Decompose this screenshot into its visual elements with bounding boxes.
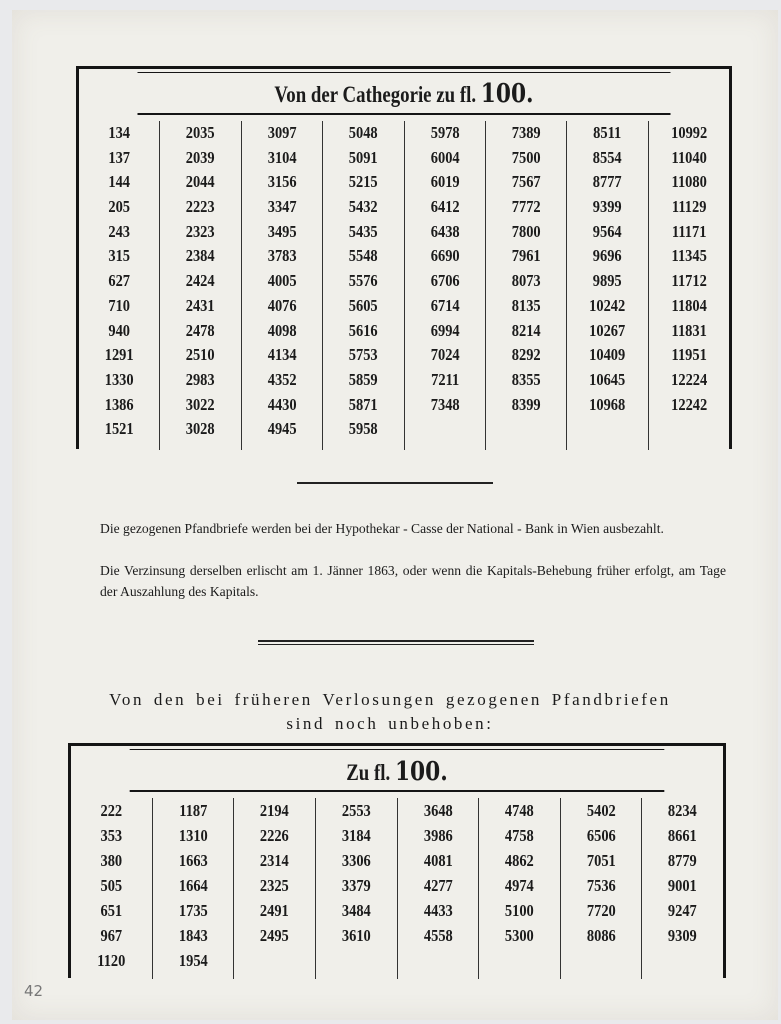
number-cell: 3156 <box>267 172 297 192</box>
table-column <box>79 121 159 450</box>
number-cell: 967 <box>100 926 123 945</box>
number-cell: 3648 <box>423 801 453 820</box>
number-cell: 4352 <box>267 369 297 389</box>
number-cell: 11171 <box>671 221 707 241</box>
number-cell: 5432 <box>348 197 378 217</box>
number-cell: 5091 <box>348 147 378 167</box>
number-cell: 144 <box>108 172 131 192</box>
number-cell: 4076 <box>267 295 297 315</box>
number-cell: 2194 <box>260 801 290 820</box>
number-cell: 2495 <box>260 926 290 945</box>
number-cell: 8399 <box>511 394 541 414</box>
number-cell: 4433 <box>423 901 453 920</box>
number-cell: 4758 <box>504 826 534 845</box>
number-cell: 3022 <box>186 394 216 414</box>
number-cell: 6019 <box>430 172 460 192</box>
number-cell: 7772 <box>511 197 541 217</box>
double-divider-rule <box>258 640 534 645</box>
number-cell: 3306 <box>341 851 371 870</box>
number-cell: 1310 <box>178 826 208 845</box>
number-cell: 8554 <box>592 147 622 167</box>
number-cell: 3347 <box>267 197 297 217</box>
number-cell: 6438 <box>430 221 460 241</box>
number-cell: 8777 <box>592 172 622 192</box>
number-cell: 3028 <box>186 419 216 439</box>
table-heading <box>130 749 665 792</box>
number-cell: 5978 <box>430 123 460 142</box>
number-cell: 4277 <box>423 876 453 895</box>
number-cell: 9001 <box>668 876 698 895</box>
number-cell: 5605 <box>348 295 378 315</box>
number-cell: 6506 <box>586 826 616 845</box>
table-column <box>233 798 315 979</box>
number-cell: 1291 <box>104 345 134 365</box>
number-cell: 12224 <box>670 369 707 389</box>
number-cell: 5548 <box>348 246 378 266</box>
number-cell: 9696 <box>592 246 622 266</box>
number-cell: 8135 <box>511 295 541 315</box>
number-cell: 9247 <box>668 901 698 920</box>
number-cell: 9309 <box>668 926 698 945</box>
number-cell: 7720 <box>586 901 616 920</box>
number-cell: 1521 <box>104 419 134 439</box>
table-heading-amount: 100. <box>480 78 534 109</box>
number-cell: 7536 <box>586 876 616 895</box>
table-heading-text: Zu fl. <box>346 760 391 785</box>
number-cell: 10645 <box>589 369 626 389</box>
table-column <box>485 121 566 450</box>
number-cell: 4134 <box>267 345 297 365</box>
table-category-100 <box>76 66 732 449</box>
number-cell: 505 <box>100 876 123 895</box>
number-cell: 1735 <box>178 901 208 920</box>
number-cell: 3986 <box>423 826 453 845</box>
number-cell: 7389 <box>511 123 541 142</box>
number-cell: 8214 <box>511 320 541 340</box>
notice-paragraph-1: Die gezogenen Pfandbriefe werden bei der Hypothekar - Casse der National - Bank in Wien ausbezahlt. <box>100 521 664 536</box>
number-cell: 1843 <box>178 926 208 945</box>
number-cell: 11345 <box>671 246 707 266</box>
number-cell: 651 <box>100 901 123 920</box>
number-cell: 5402 <box>586 801 616 820</box>
number-cell: 3184 <box>341 826 371 845</box>
section-heading-line-2: sind noch unbehoben: <box>286 714 494 733</box>
number-cell: 9895 <box>592 271 622 291</box>
number-cell: 3379 <box>341 876 371 895</box>
number-cell: 4430 <box>267 394 297 414</box>
number-cell: 11080 <box>671 172 707 192</box>
table-column <box>315 798 397 979</box>
number-cell: 11831 <box>671 320 707 340</box>
number-cell: 8292 <box>511 345 541 365</box>
number-cell: 4005 <box>267 271 297 291</box>
table-column <box>404 121 485 450</box>
table-column <box>566 121 647 450</box>
number-cell: 2044 <box>186 172 216 192</box>
number-cell: 8511 <box>593 123 622 142</box>
number-cell: 8073 <box>511 271 541 291</box>
number-cell: 11129 <box>671 197 707 217</box>
number-cell: 3783 <box>267 246 297 266</box>
number-cell: 2478 <box>186 320 216 340</box>
number-cell: 9564 <box>592 221 622 241</box>
number-cell: 10267 <box>589 320 626 340</box>
number-cell: 11804 <box>671 295 707 315</box>
table-heading-text: Von der Cathegorie zu fl. <box>274 82 477 107</box>
number-cell: 6706 <box>430 271 460 291</box>
number-cell: 5048 <box>348 123 378 142</box>
number-cell: 10992 <box>670 123 707 142</box>
number-cell: 6412 <box>430 197 460 217</box>
number-cell: 8779 <box>668 851 698 870</box>
number-cell: 8086 <box>586 926 616 945</box>
divider-rule <box>297 482 493 484</box>
number-cell: 7024 <box>430 345 460 365</box>
number-cell: 2431 <box>186 295 216 315</box>
number-cell: 11951 <box>671 345 707 365</box>
number-cell: 134 <box>108 123 131 142</box>
number-cell: 2553 <box>341 801 371 820</box>
table-column <box>322 121 403 450</box>
table-column <box>152 798 234 979</box>
number-cell: 7961 <box>511 246 541 266</box>
number-cell: 2510 <box>186 345 216 365</box>
number-cell: 940 <box>108 320 131 340</box>
number-cell: 2035 <box>186 123 216 142</box>
number-cell: 2226 <box>260 826 290 845</box>
number-cell: 8234 <box>668 801 698 820</box>
number-cell: 353 <box>100 826 123 845</box>
number-cell: 2323 <box>186 221 216 241</box>
table-column <box>641 798 723 979</box>
number-cell: 7567 <box>511 172 541 192</box>
number-cell: 4098 <box>267 320 297 340</box>
number-cell: 7500 <box>511 147 541 167</box>
number-cell: 4748 <box>504 801 534 820</box>
number-cell: 7211 <box>430 369 459 389</box>
notice-paragraph-2: Die Verzinsung derselben erlischt am 1. Jänner 1863, oder wenn die Kapitals-Behebung früher erfolgt, am Tage der Auszahlung des Kapitals. <box>100 563 726 599</box>
number-cell: 1663 <box>178 851 208 870</box>
table-column <box>241 121 322 450</box>
number-cell: 710 <box>108 295 131 315</box>
number-cell: 7800 <box>511 221 541 241</box>
number-cell: 9399 <box>592 197 622 217</box>
number-cell: 5871 <box>348 394 378 414</box>
number-cell: 4945 <box>267 419 297 439</box>
number-cell: 2384 <box>186 246 216 266</box>
number-cell: 3610 <box>341 926 371 945</box>
number-cell: 1954 <box>178 951 208 970</box>
number-cell: 205 <box>108 197 131 217</box>
number-cell: 6714 <box>430 295 460 315</box>
number-cell: 627 <box>108 271 131 291</box>
number-cell: 1120 <box>97 951 126 970</box>
number-grid <box>79 115 729 450</box>
number-cell: 2325 <box>260 876 290 895</box>
page-number: 42 <box>24 982 44 1000</box>
number-grid <box>71 792 723 979</box>
number-cell: 4081 <box>423 851 453 870</box>
number-cell: 2983 <box>186 369 216 389</box>
number-cell: 7051 <box>586 851 616 870</box>
number-cell: 243 <box>108 221 131 241</box>
number-cell: 8355 <box>511 369 541 389</box>
number-cell: 2223 <box>186 197 216 217</box>
number-cell: 5100 <box>504 901 534 920</box>
number-cell: 3104 <box>267 147 297 167</box>
number-cell: 380 <box>100 851 123 870</box>
number-cell: 1187 <box>178 801 207 820</box>
number-cell: 3097 <box>267 123 297 142</box>
number-cell: 5958 <box>348 419 378 439</box>
number-cell: 6004 <box>430 147 460 167</box>
table-column <box>71 798 152 979</box>
number-cell: 5859 <box>348 369 378 389</box>
table-column <box>478 798 560 979</box>
table-heading <box>138 72 671 115</box>
number-cell: 137 <box>108 147 131 167</box>
number-cell: 2491 <box>260 901 290 920</box>
number-cell: 5435 <box>348 221 378 241</box>
number-cell: 6994 <box>430 320 460 340</box>
table-column <box>397 798 479 979</box>
number-cell: 5215 <box>348 172 378 192</box>
number-cell: 2314 <box>260 851 290 870</box>
number-cell: 4974 <box>504 876 534 895</box>
section-heading-line-1: Von den bei früheren Verlosungen gezogenen Pfandbriefen <box>109 690 671 709</box>
number-cell: 8661 <box>668 826 698 845</box>
number-cell: 5753 <box>348 345 378 365</box>
table-column <box>648 121 729 450</box>
table-column <box>560 798 642 979</box>
number-cell: 3495 <box>267 221 297 241</box>
number-cell: 1330 <box>104 369 134 389</box>
number-cell: 5300 <box>504 926 534 945</box>
number-cell: 10242 <box>589 295 626 315</box>
number-cell: 6690 <box>430 246 460 266</box>
number-cell: 11040 <box>671 147 707 167</box>
number-cell: 5576 <box>348 271 378 291</box>
number-cell: 3484 <box>341 901 371 920</box>
number-cell: 2039 <box>186 147 216 167</box>
number-cell: 1664 <box>178 876 208 895</box>
table-heading-amount: 100. <box>394 756 448 787</box>
number-cell: 11712 <box>671 271 707 291</box>
number-cell: 2424 <box>186 271 216 291</box>
table-column <box>159 121 240 450</box>
number-cell: 12242 <box>670 394 707 414</box>
number-cell: 315 <box>108 246 131 266</box>
number-cell: 5616 <box>348 320 378 340</box>
number-cell: 222 <box>100 801 123 820</box>
number-cell: 10409 <box>589 345 626 365</box>
number-cell: 1386 <box>104 394 134 414</box>
number-cell: 4558 <box>423 926 453 945</box>
table-unclaimed-100 <box>68 743 726 978</box>
number-cell: 4862 <box>504 851 534 870</box>
number-cell: 7348 <box>430 394 460 414</box>
number-cell: 10968 <box>589 394 626 414</box>
